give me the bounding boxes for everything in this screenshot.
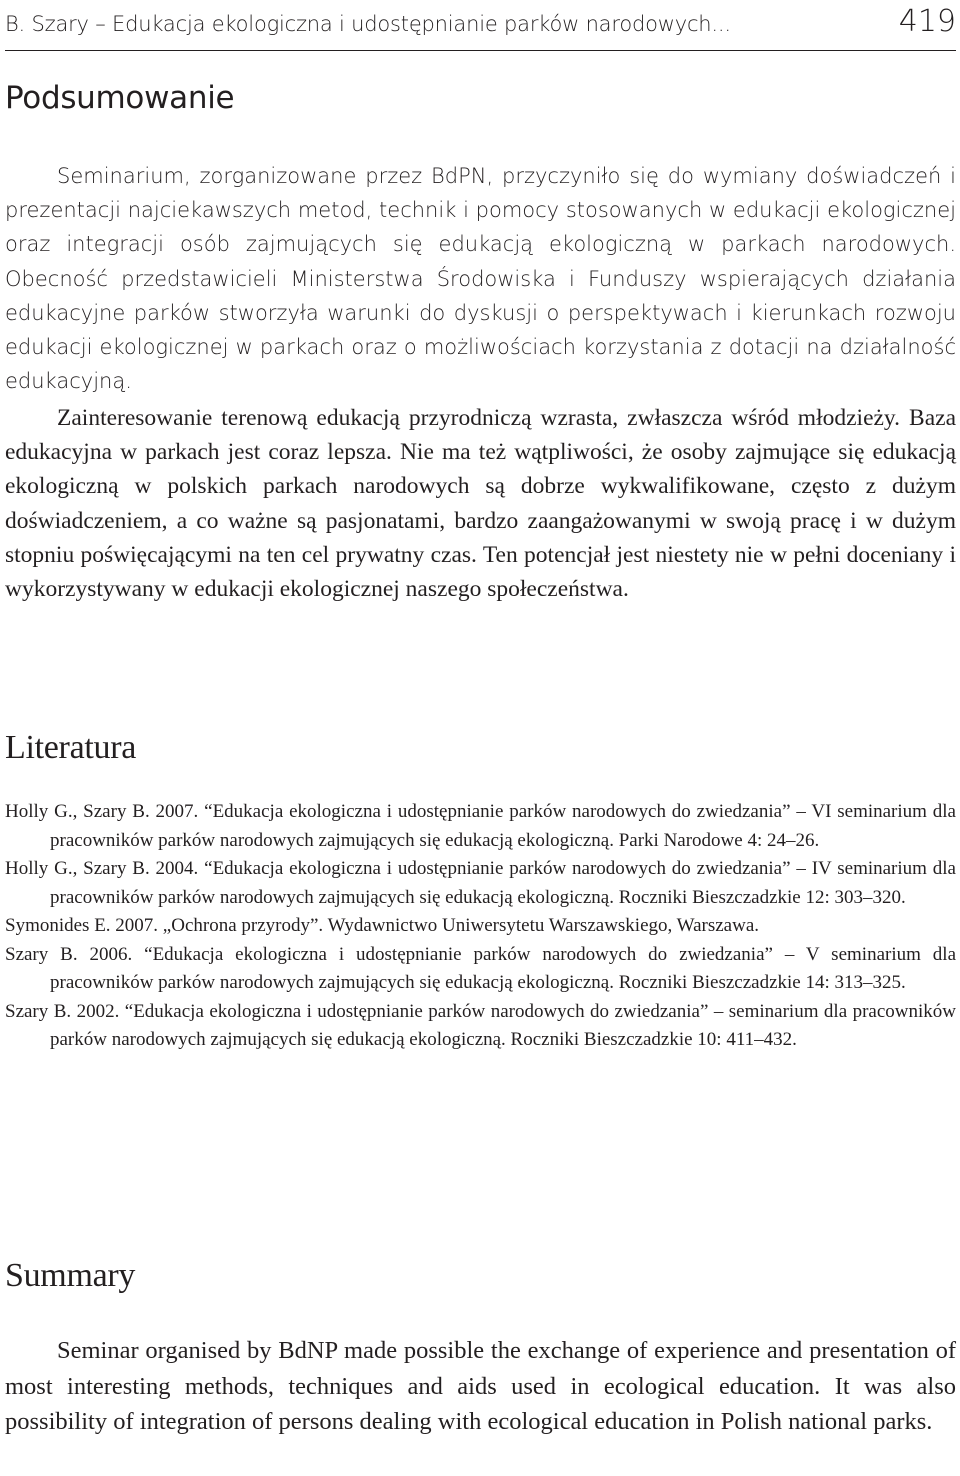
podsumowanie-paragraph-2: Zainteresowanie terenową edukacją przyrodniczą wzrasta, zwłaszcza wśród młodzieży. Baza edukacyjna w parkach jest coraz lepsza. Nie ma też wątpliwości, że osoby zajmujące się edukacją ekologiczną w polskich parkach narodowych są dobrze wykwalifikowane, często z dużym doświadczeniem, a co ważne są pasjonatami, bardzo zaangażowanymi w swoją pracę i w dużym stopniu poświęcającymi na ten cel prywatny czas. Ten potencjał jest niestety nie w pełni doceniany i wykorzystywany w edukacji ekologicznej naszego społeczeństwa. [5, 405, 956, 603]
reference-list [5, 798, 956, 1055]
page-number: 419 [898, 4, 956, 39]
section-heading-summary: Summary [5, 1257, 136, 1294]
section-heading-podsumowanie: Podsumowanie [5, 80, 235, 116]
reference-item: Symonides E. 2007. „Ochrona przyrody”. Wydawnictwo Uniwersytetu Warszawskiego, Warszawa. [5, 915, 760, 936]
summary-paragraph: Seminar organised by BdNP made possible the exchange of experience and presentation of most interesting methods, techniques and aids used in ecological education. It was also possibility of integration of persons dealing with ecological education in Polish national parks. [5, 1337, 956, 1435]
reference-item: Szary B. 2002. “Edukacja ekologiczna i udostępnianie parków narodowych do zwiedzania” – seminarium dla pracowników parków narodowych zajmujących się edukacją ekologiczną. Roczniki Bieszczadzkie 10: 411–432. [5, 1000, 956, 1050]
document-page [5, 0, 956, 1435]
section-heading-literatura: Literatura [5, 729, 137, 766]
podsumowanie-paragraph-1: Seminarium, zorganizowane przez BdPN, przyczyniło się do wymiany doświadczeń i prezentacji najciekawszych metod, technik i pomocy stosowanych w edukacji ekologicznej oraz integracji osób zajmujących się edukacją ekologiczną w parkach narodowych. Obecność przedstawicieli Ministerstwa Środowiska i Funduszy wspierających działania edukacyjne parków stworzyła warunki do dyskusji o perspektywach i kierunkach rozwoju edukacji ekologicznej w parkach oraz o możliwościach korzystania z dotacji na działalność edukacyjną. [5, 164, 956, 394]
reference-item: Holly G., Szary B. 2007. “Edukacja ekologiczna i udostępnianie parków narodowych do zwiedzania” – VI seminarium dla pracowników parków narodowych zajmujących się edukacją ekologiczną. Parki Narodowe 4: 24–26. [5, 801, 956, 851]
reference-item: Szary B. 2006. “Edukacja ekologiczna i udostępnianie parków narodowych do zwiedzania” – V seminarium dla pracowników parków narodowych zajmujących się edukacją ekologiczną. Roczniki Bieszczadzkie 14: 313–325. [5, 943, 956, 993]
running-title: B. Szary – Edukacja ekologiczna i udostępnianie parków narodowych... [5, 12, 731, 36]
running-header [5, 0, 956, 51]
reference-item: Holly G., Szary B. 2004. “Edukacja ekologiczna i udostępnianie parków narodowych do zwiedzania” – IV seminarium dla pracowników parków narodowych zajmujących się edukacją ekologiczną. Roczniki Bieszczadzkie 12: 303–320. [5, 858, 956, 908]
